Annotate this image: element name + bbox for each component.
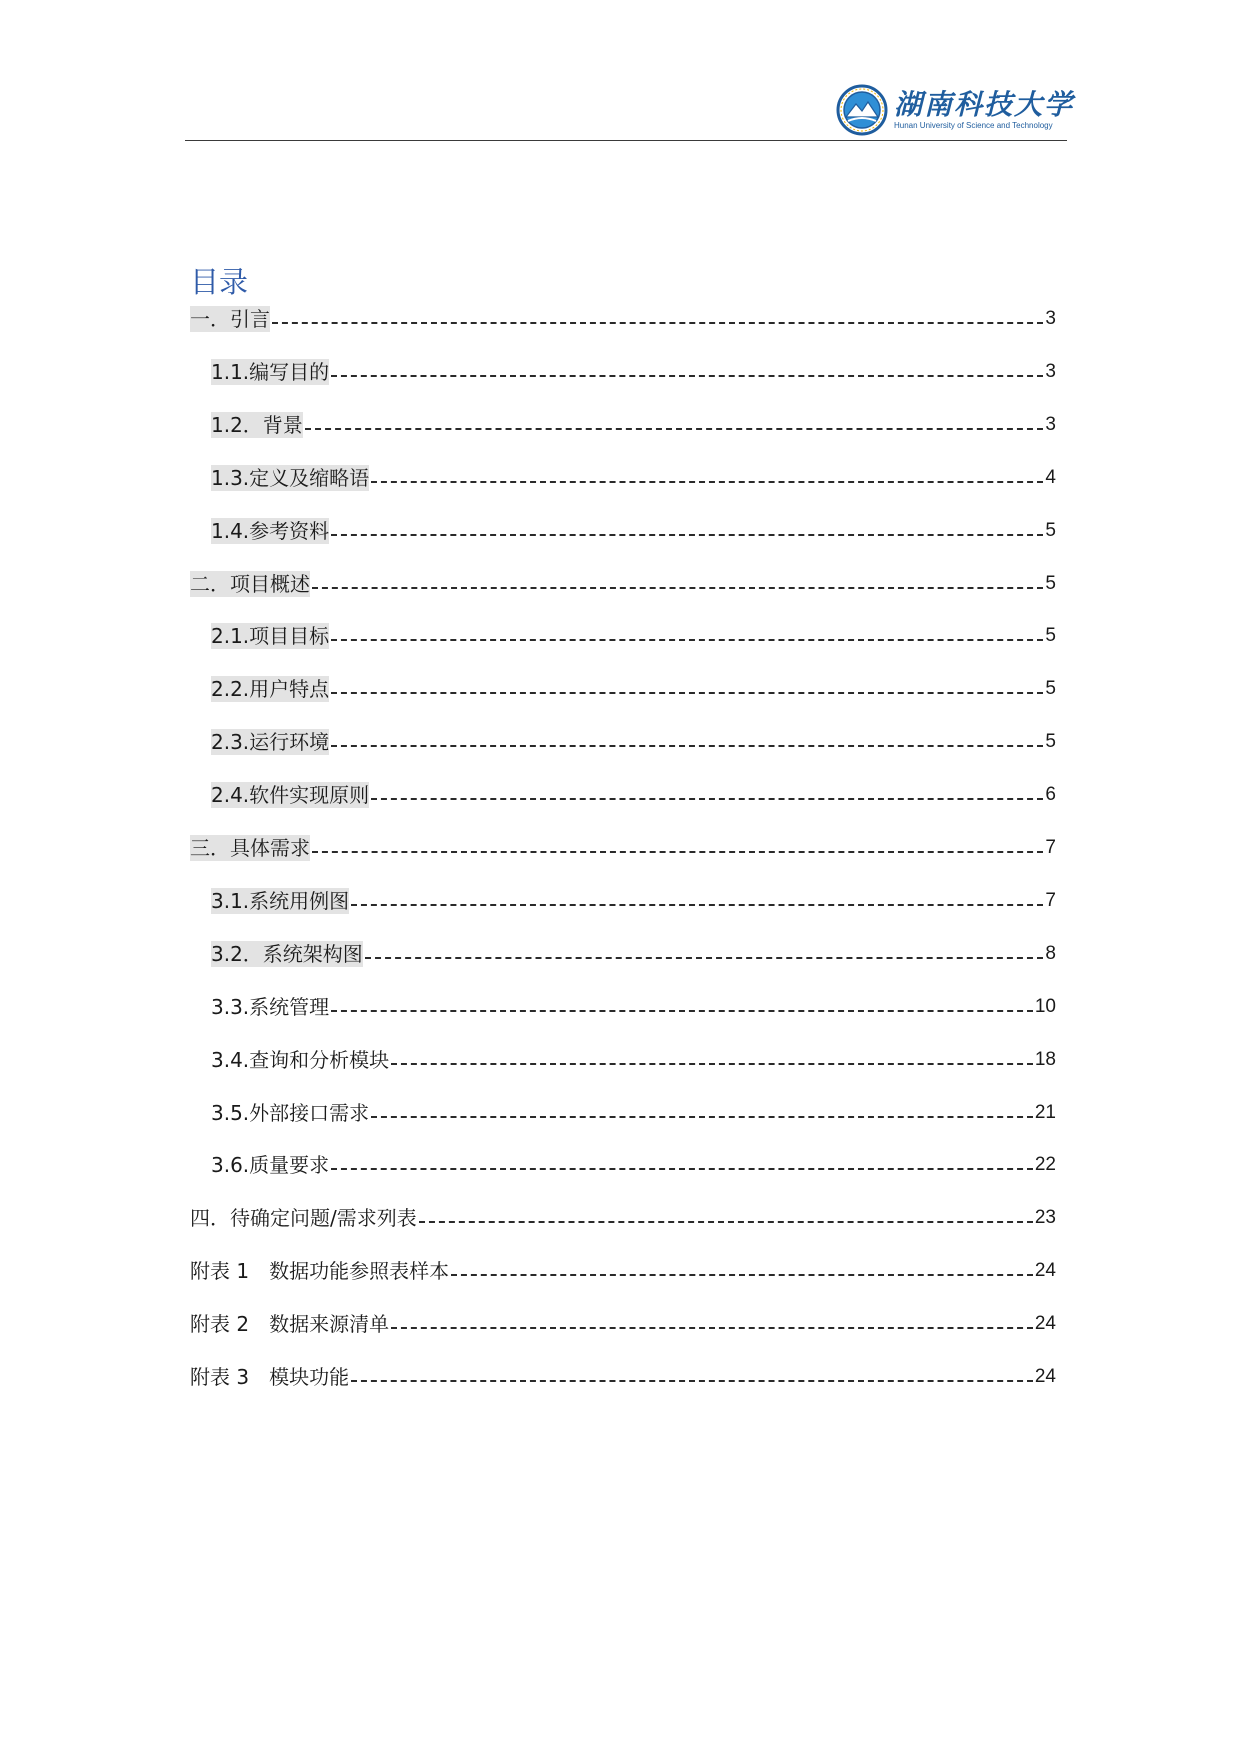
toc-entry-label: 3.2．系统架构图 (211, 942, 363, 966)
toc-entry[interactable] (211, 1148, 1056, 1178)
toc-dot-leader (391, 1327, 1033, 1329)
toc-dot-leader (331, 1168, 1033, 1170)
toc-dot-leader (371, 1116, 1033, 1118)
toc-entry-page-number: 21 (1034, 1102, 1056, 1123)
toc-entry-page-number: 4 (1045, 467, 1056, 488)
toc-entry[interactable] (190, 567, 1056, 597)
toc-entry-page-number: 5 (1045, 573, 1056, 594)
toc-entry-label: 附表 3 模块功能 (190, 1365, 350, 1389)
toc-entry-label: 三．具体需求 (190, 836, 310, 860)
toc-entry[interactable] (211, 672, 1056, 702)
toc-dot-leader (312, 587, 1043, 589)
toc-entry-label: 1.1.编写目的 (211, 360, 330, 384)
logo-english-name: Hunan University of Science and Technology (894, 121, 1053, 130)
toc-entry-page-number: 7 (1045, 890, 1056, 911)
toc-entry-page-number: 24 (1034, 1366, 1056, 1387)
toc-dot-leader (351, 1380, 1033, 1382)
toc-dot-leader (331, 534, 1043, 536)
toc-entry[interactable] (211, 725, 1056, 755)
toc-entry[interactable] (211, 884, 1056, 914)
toc-entry[interactable] (211, 514, 1056, 544)
toc-entry[interactable] (211, 355, 1056, 385)
toc-entry-page-number: 22 (1034, 1154, 1056, 1175)
toc-entry-label: 四．待确定问题/需求列表 (190, 1206, 417, 1230)
toc-entry-page-number: 6 (1045, 784, 1056, 805)
toc-entry-label: 1.3.定义及缩略语 (211, 466, 370, 490)
toc-dot-leader (351, 904, 1043, 906)
toc-entry-page-number: 8 (1045, 943, 1056, 964)
header-divider (185, 140, 1067, 141)
toc-entry[interactable] (190, 1360, 1056, 1390)
toc-entry-label: 1.2．背景 (211, 413, 303, 437)
toc-entry-label: 1.4.参考资料 (211, 519, 330, 543)
logo-chinese-name: 湖南科技大学 (894, 88, 1075, 121)
toc-entry[interactable] (211, 1043, 1056, 1073)
toc-entry-label: 2.2.用户特点 (211, 677, 330, 701)
toc-dot-leader (419, 1221, 1033, 1223)
toc-entry-page-number: 3 (1045, 308, 1056, 329)
university-logo (836, 84, 1074, 136)
toc-entry[interactable] (190, 1254, 1056, 1284)
toc-entry[interactable] (211, 408, 1056, 438)
toc-entry-page-number: 5 (1045, 625, 1056, 646)
toc-entry[interactable] (190, 831, 1056, 861)
toc-dot-leader (305, 428, 1044, 430)
toc-entry[interactable] (190, 1201, 1056, 1231)
toc-entry-page-number: 5 (1045, 678, 1056, 699)
toc-entry-page-number: 7 (1045, 837, 1056, 858)
toc-dot-leader (365, 957, 1044, 959)
toc-entry-page-number: 3 (1045, 361, 1056, 382)
toc-dot-leader (331, 1010, 1033, 1012)
toc-title: 目录 (190, 265, 249, 299)
toc-dot-leader (272, 322, 1043, 324)
toc-dot-leader (331, 745, 1043, 747)
toc-entry-label: 2.1.项目目标 (211, 624, 330, 648)
toc-entry-label: 二．项目概述 (190, 572, 310, 596)
university-seal-icon (836, 84, 888, 136)
toc-dot-leader (451, 1274, 1033, 1276)
toc-entry[interactable] (190, 1307, 1056, 1337)
toc-entry[interactable] (211, 937, 1056, 967)
toc-entry-label: 2.3.运行环境 (211, 730, 330, 754)
toc-entry-label: 3.6.质量要求 (211, 1153, 330, 1177)
toc-entry-label: 3.3.系统管理 (211, 995, 330, 1019)
toc-entry[interactable] (211, 461, 1056, 491)
toc-dot-leader (391, 1063, 1033, 1065)
toc-entry[interactable] (211, 990, 1056, 1020)
toc-entry-label: 3.1.系统用例图 (211, 889, 350, 913)
toc-entry-page-number: 10 (1034, 996, 1056, 1017)
toc-entry[interactable] (211, 778, 1056, 808)
toc-entry-label: 3.4.查询和分析模块 (211, 1048, 390, 1072)
toc-entry-page-number: 24 (1034, 1260, 1056, 1281)
toc-entry-page-number: 23 (1034, 1207, 1056, 1228)
toc-dot-leader (331, 375, 1043, 377)
toc-entry-page-number: 5 (1045, 731, 1056, 752)
toc-dot-leader (331, 639, 1043, 641)
toc-dot-leader (371, 481, 1043, 483)
toc-entry-label: 2.4.软件实现原则 (211, 783, 370, 807)
toc-entry-page-number: 5 (1045, 520, 1056, 541)
toc-dot-leader (371, 798, 1043, 800)
toc-entry[interactable] (211, 1096, 1056, 1126)
toc-dot-leader (331, 692, 1043, 694)
toc-entry-page-number: 3 (1045, 414, 1056, 435)
toc-entry[interactable] (211, 619, 1056, 649)
toc-entry-label: 附表 2 数据来源清单 (190, 1312, 390, 1336)
toc-entry-page-number: 18 (1034, 1049, 1056, 1070)
toc-entry-label: 一．引言 (190, 307, 270, 331)
toc-dot-leader (312, 851, 1043, 853)
toc-entry[interactable] (190, 302, 1056, 332)
toc-entry-label: 附表 1 数据功能参照表样本 (190, 1259, 450, 1283)
toc-entry-page-number: 24 (1034, 1313, 1056, 1334)
toc-entry-label: 3.5.外部接口需求 (211, 1101, 370, 1125)
